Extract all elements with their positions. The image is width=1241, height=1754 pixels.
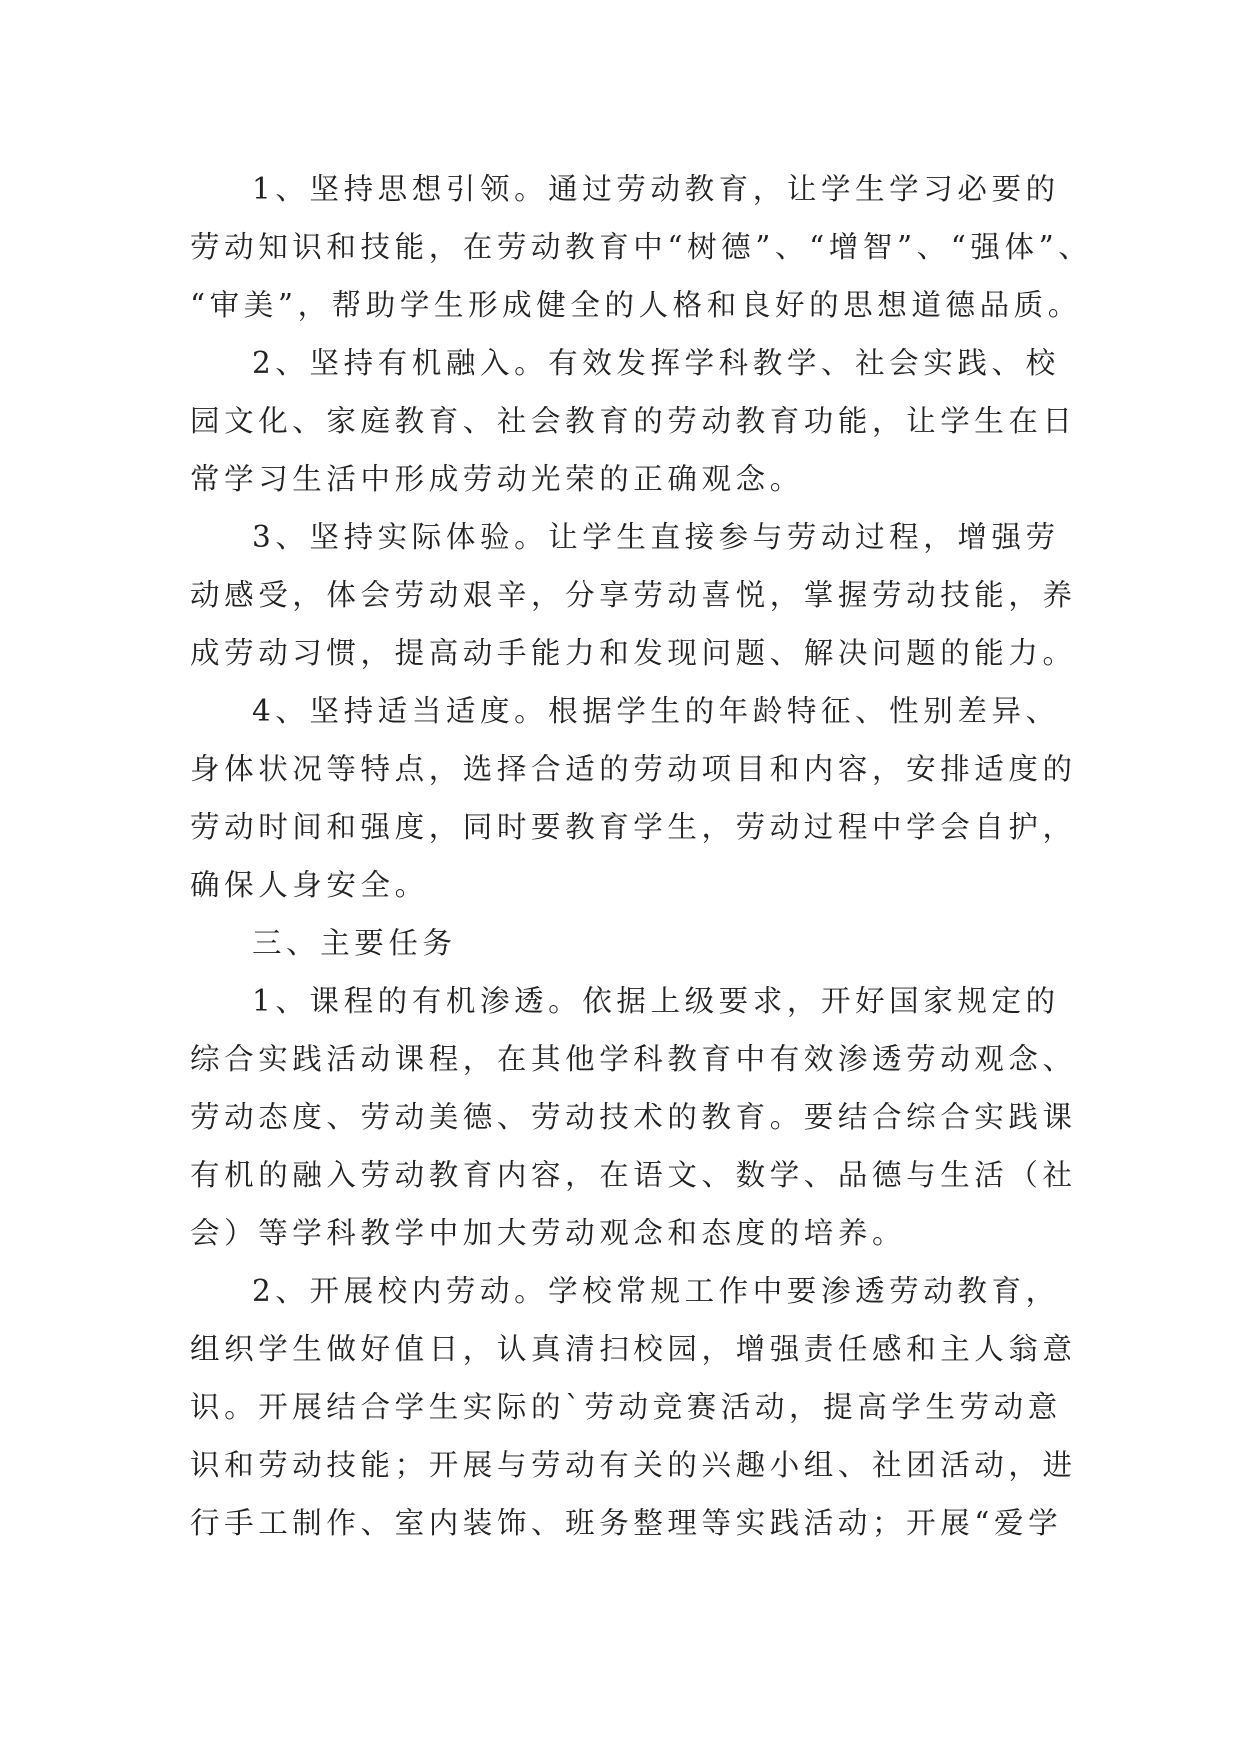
text-line: 确保人身安全。: [190, 868, 429, 902]
text-line: 行手工制作、室内装饰、班务整理等实践活动；开展“爱学: [190, 1506, 1063, 1540]
text-line: 成劳动习惯，提高动手能力和发现问题、解决问题的能力。: [190, 636, 1077, 670]
text-line: 会）等学科教学中加大劳动观念和态度的培养。: [190, 1216, 907, 1250]
text-line: 1、课程的有机渗透。依据上级要求，开好国家规定的: [252, 984, 1060, 1018]
section-heading: 三、主要任务: [252, 926, 457, 960]
text-line: 园文化、家庭教育、社会教育的劳动教育功能，让学生在日: [190, 404, 1077, 438]
text-line: 4、坚持适当适度。根据学生的年龄特征、性别差异、: [252, 694, 1060, 728]
text-line: 3、坚持实际体验。让学生直接参与劳动过程，增强劳: [252, 520, 1060, 554]
text-line: 动感受，体会劳动艰辛，分享劳动喜悦，掌握劳动技能，养: [190, 578, 1077, 612]
text-line: 有机的融入劳动教育内容，在语文、数学、品德与生活（社: [190, 1158, 1077, 1192]
text-line: 劳动时间和强度，同时要教育学生，劳动过程中学会自护，: [190, 810, 1077, 844]
text-line: 身体状况等特点，选择合适的劳动项目和内容，安排适度的: [190, 752, 1077, 786]
document-body: [190, 160, 1093, 1552]
text-line: 常学习生活中形成劳动光荣的正确观念。: [190, 462, 804, 496]
text-line: 识和劳动技能；开展与劳动有关的兴趣小组、社团活动，进: [190, 1448, 1077, 1482]
text-line: 劳动态度、劳动美德、劳动技术的教育。要结合综合实践课: [190, 1100, 1077, 1134]
text-line: 2、开展校内劳动。学校常规工作中要渗透劳动教育，: [252, 1274, 1060, 1308]
text-line: 1、坚持思想引领。通过劳动教育，让学生学习必要的: [252, 172, 1060, 206]
text-line: 组织学生做好值日，认真清扫校园，增强责任感和主人翁意: [190, 1332, 1077, 1366]
text-line: 劳动知识和技能，在劳动教育中“树德”、“增智”、“强体”、: [190, 230, 1093, 264]
text-line: 2、坚持有机融入。有效发挥学科教学、社会实践、校: [252, 346, 1060, 380]
text-line: 识。开展结合学生实际的`劳动竞赛活动，提高学生劳动意: [190, 1390, 1062, 1424]
text-line: 综合实践活动课程，在其他学科教育中有效渗透劳动观念、: [190, 1042, 1077, 1076]
text-line: “审美”，帮助学生形成健全的人格和良好的思想道德品质。: [190, 288, 1082, 322]
